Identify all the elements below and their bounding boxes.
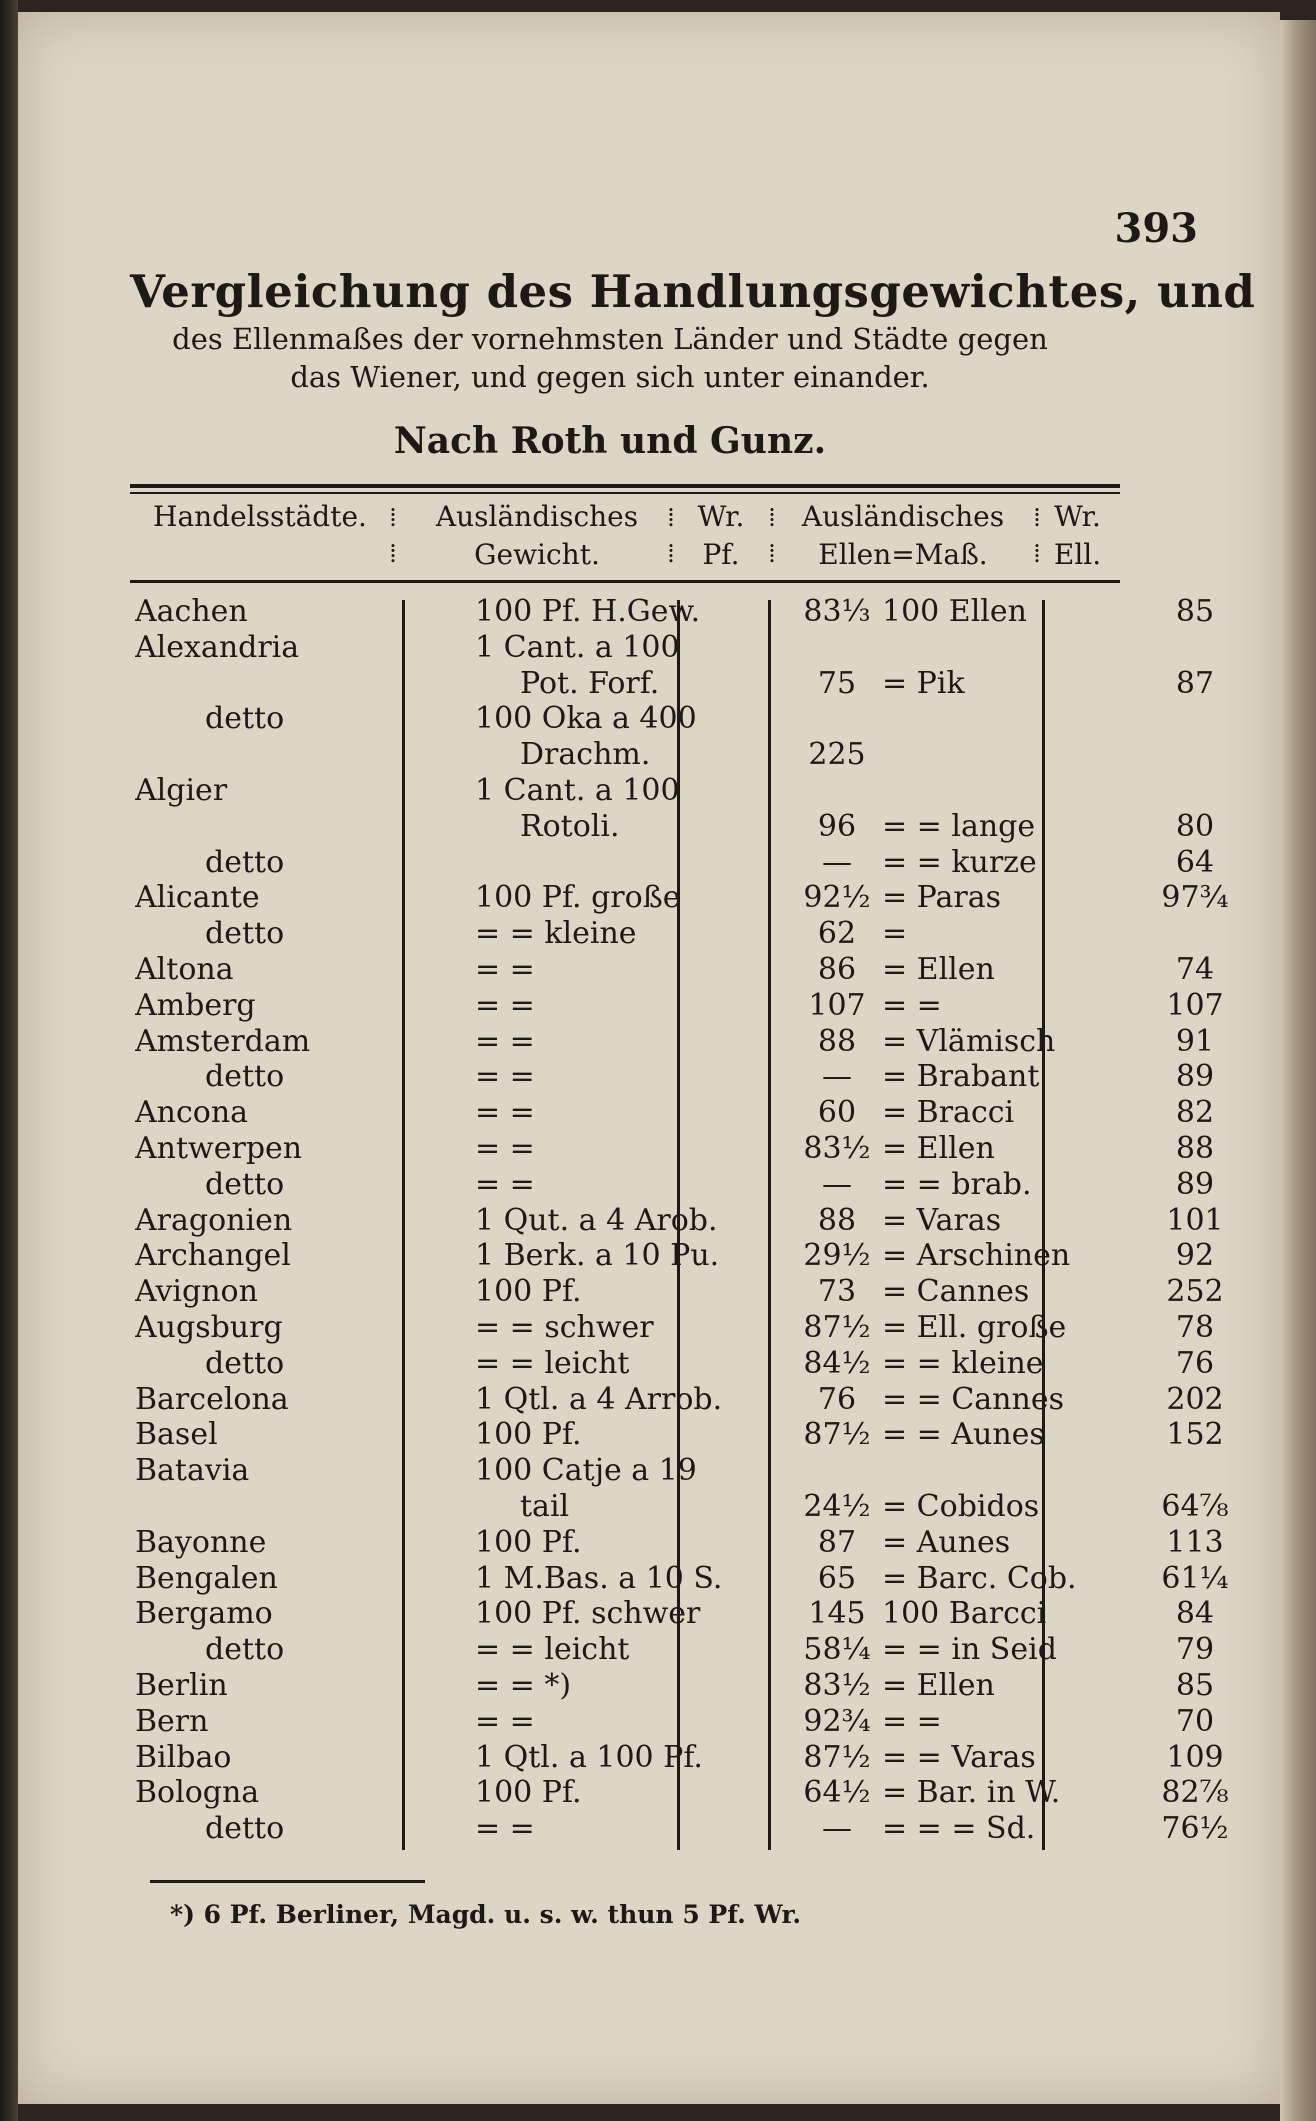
wr-ell-cell: 64⅞	[1161, 1488, 1229, 1524]
wr-pf-cell: 73	[817, 1274, 857, 1310]
wr-pf-cell: 58¼	[803, 1632, 871, 1668]
table-row	[135, 1740, 1238, 1776]
wr-ell-cell: 109	[1166, 1739, 1224, 1775]
ell-cell: = Ellen	[882, 1130, 995, 1166]
page-number: 393	[1114, 205, 1198, 252]
wr-pf-cell: 96	[817, 808, 857, 844]
wr-ell-cell: 80	[1175, 808, 1215, 844]
wr-pf-cell	[792, 1453, 882, 1489]
weight-cell: 100 Oka a 400	[475, 701, 697, 737]
wr-ell-cell: 74	[1175, 951, 1215, 987]
city-cell: Bayonne	[135, 1524, 267, 1560]
weight-cell: = =	[475, 1703, 535, 1739]
wr-ell-cell: 107	[1166, 987, 1224, 1023]
city-cell: Ancona	[135, 1095, 249, 1131]
weight-cell: 1 Qut. a 4 Arob.	[475, 1202, 718, 1238]
city-cell: Amberg	[135, 987, 256, 1023]
ell-cell: = Bracci	[882, 1095, 1015, 1131]
weight-cell: tail	[520, 1488, 570, 1524]
ell-cell: = Bar. in W.	[882, 1775, 1061, 1811]
header-wr-ell: Wr. Ell.	[1053, 500, 1102, 571]
weight-cell: 100 Pf.	[475, 1417, 582, 1453]
city-cell: Aachen	[135, 594, 248, 629]
wr-pf-cell: 29½	[803, 1238, 871, 1274]
city-cell: Bern	[135, 1703, 209, 1739]
ell-cell: = Cannes	[882, 1274, 1030, 1310]
wr-pf-cell: 145	[808, 1596, 866, 1632]
weight-cell: = =	[475, 1811, 535, 1847]
city-cell: Amsterdam	[135, 1023, 311, 1059]
weight-cell: = =	[475, 1166, 535, 1202]
header-brace: ⁞ ⁞	[389, 503, 397, 569]
ell-cell	[882, 737, 1152, 773]
wr-ell-cell: 82	[1175, 1095, 1215, 1131]
table-row	[135, 1095, 1238, 1131]
city-cell: Bengalen	[135, 1560, 278, 1596]
wr-ell-cell: 84	[1175, 1596, 1215, 1632]
wr-pf-cell: 76	[817, 1381, 857, 1417]
city-cell: Aragonien	[135, 1202, 293, 1238]
table-row	[135, 1203, 1238, 1239]
ell-cell: = Vlämisch	[882, 1023, 1056, 1059]
city-cell: Bergamo	[135, 1596, 273, 1632]
city-cell: Basel	[135, 1417, 218, 1453]
city-cell: Avignon	[135, 1274, 258, 1310]
ell-cell: = Varas	[882, 1202, 1002, 1238]
city-cell: Barcelona	[135, 1381, 289, 1417]
table-row	[135, 1453, 1238, 1489]
footnote-rule	[150, 1880, 425, 1883]
ell-cell: = = lange	[882, 808, 1036, 844]
weight-cell: 100 Pf. schwer	[475, 1596, 701, 1632]
table-row	[135, 1632, 1238, 1668]
weight-cell: 1 Cant. a 100	[475, 629, 680, 665]
table-row	[135, 1596, 1238, 1632]
page-edge	[1280, 20, 1316, 2121]
header-brace: ⁞ ⁞	[768, 503, 776, 569]
table-row	[135, 1811, 1238, 1847]
page-title: Vergleichung des Handlungsgewichtes, und	[130, 265, 1256, 318]
table-row	[135, 952, 1238, 988]
wr-ell-cell: 76	[1175, 1345, 1215, 1381]
wr-pf-cell: 83½	[803, 1667, 871, 1703]
ell-cell: 100 Ellen	[882, 594, 1027, 629]
wr-ell-cell: 76½	[1161, 1811, 1229, 1847]
ell-cell: = = = Sd.	[882, 1811, 1036, 1847]
footnote: *) 6 Pf. Berliner, Magd. u. s. w. thun 5 Pf. Wr.	[170, 1900, 802, 1929]
wr-pf-cell: 225	[808, 737, 866, 773]
city-cell: detto	[205, 1632, 285, 1668]
ell-cell	[882, 1453, 1152, 1489]
book-gutter	[0, 0, 18, 2121]
wr-pf-cell: 60	[817, 1095, 857, 1131]
city-cell: Alicante	[135, 880, 260, 916]
wr-ell-cell: 97¾	[1161, 880, 1229, 916]
wr-pf-cell: 87½	[803, 1417, 871, 1453]
wr-ell-cell: 82⅞	[1161, 1775, 1229, 1811]
ell-cell: 100 Barcci	[882, 1596, 1047, 1632]
wr-ell-cell: 78	[1175, 1309, 1215, 1345]
city-cell: Bilbao	[135, 1739, 232, 1775]
ell-cell	[882, 630, 1152, 666]
weight-cell: Pot. Forf.	[520, 665, 660, 701]
wr-pf-cell: 88	[817, 1202, 857, 1238]
table-row	[135, 594, 1238, 630]
city-cell	[135, 1489, 475, 1525]
weight-cell: = =	[475, 1095, 535, 1131]
ell-cell: = Aunes	[882, 1524, 1011, 1560]
city-cell: Augsburg	[135, 1309, 283, 1345]
weight-cell: 100 Catje a 19	[475, 1453, 697, 1489]
weight-cell: 100 Pf.	[475, 1274, 582, 1310]
header-wr-pf: Wr. Pf.	[697, 500, 745, 571]
city-cell: detto	[205, 1059, 285, 1095]
weight-cell: 1 Qtl. a 100 Pf.	[475, 1739, 703, 1775]
table-row	[135, 666, 1238, 702]
wr-ell-cell: 61¼	[1161, 1560, 1229, 1596]
table-row	[135, 1024, 1238, 1060]
header-cities: Handelsstädte.	[153, 500, 367, 533]
wr-ell-cell	[1152, 916, 1238, 952]
source-line: Nach Roth und Gunz.	[393, 420, 827, 462]
header-brace: ⁞ ⁞	[667, 503, 675, 569]
table-row	[135, 1346, 1238, 1382]
city-cell: Bologna	[135, 1775, 260, 1811]
city-cell: Algier	[135, 772, 228, 808]
weight-cell: 100 Pf.	[475, 1775, 582, 1811]
table-row	[135, 1167, 1238, 1203]
table-row	[135, 773, 1238, 809]
weight-cell: 1 Qtl. a 4 Arrob.	[475, 1381, 723, 1417]
weight-cell: 100 Pf.	[475, 1524, 582, 1560]
wr-pf-cell: 86	[817, 951, 857, 987]
city-cell: detto	[205, 1166, 285, 1202]
header-brace: ⁞ ⁞	[1033, 503, 1041, 569]
ell-cell: = = brab.	[882, 1166, 1032, 1202]
table-row	[135, 988, 1238, 1024]
ell-cell	[882, 701, 1152, 737]
subtitle-line-1: des Ellenmaßes der vornehmsten Länder und Städte gegen	[172, 322, 1048, 356]
table-row	[135, 1489, 1238, 1525]
city-cell	[135, 809, 475, 845]
wr-ell-cell: 64	[1175, 844, 1215, 880]
weight-cell: 1 M.Bas. a 10 S.	[475, 1560, 723, 1596]
ell-cell: = Barc. Cob.	[882, 1560, 1077, 1596]
wr-ell-cell	[1152, 1453, 1238, 1489]
ell-cell: = = Aunes	[882, 1417, 1045, 1453]
weight-cell: = =	[475, 987, 535, 1023]
weight-cell: = = kleine	[475, 916, 637, 952]
weight-cell: = = leicht	[475, 1345, 630, 1381]
wr-ell-cell: 152	[1166, 1417, 1224, 1453]
weight-cell: = = leicht	[475, 1632, 630, 1668]
table-row	[135, 737, 1238, 773]
table-row	[135, 1310, 1238, 1346]
wr-ell-cell: 113	[1166, 1524, 1224, 1560]
table-row	[135, 916, 1238, 952]
wr-pf-cell: 24½	[803, 1488, 871, 1524]
header-weight: Ausländisches Gewicht.	[435, 500, 639, 571]
wr-ell-cell	[1152, 773, 1238, 809]
city-cell: Antwerpen	[135, 1130, 303, 1166]
comparison-table	[135, 594, 1238, 1847]
wr-pf-cell: 87½	[803, 1739, 871, 1775]
table-row	[135, 1561, 1238, 1597]
table-row	[135, 1704, 1238, 1740]
table-row	[135, 1238, 1238, 1274]
wr-ell-cell: 92	[1175, 1238, 1215, 1274]
table-row	[135, 1775, 1238, 1811]
ell-cell: =	[882, 916, 908, 952]
city-cell: Altona	[135, 951, 234, 987]
wr-ell-cell	[1152, 737, 1238, 773]
ell-cell: = =	[882, 987, 942, 1023]
wr-pf-cell: 107	[808, 987, 866, 1023]
wr-pf-cell: —	[822, 1166, 852, 1202]
wr-ell-cell: 85	[1175, 1667, 1215, 1703]
wr-pf-cell: 65	[817, 1560, 857, 1596]
wr-pf-cell: 88	[817, 1023, 857, 1059]
table-row	[135, 1668, 1238, 1704]
wr-pf-cell: 75	[817, 665, 857, 701]
wr-pf-cell	[792, 773, 882, 809]
weight-cell: 100 Pf. H.Gew.	[475, 594, 701, 629]
city-cell: detto	[205, 1345, 285, 1381]
wr-ell-cell: 87	[1175, 665, 1215, 701]
ell-cell: = = Varas	[882, 1739, 1036, 1775]
ell-cell: = = Cannes	[882, 1381, 1064, 1417]
ell-cell: = Cobidos	[882, 1488, 1040, 1524]
ell-cell: = Ellen	[882, 1667, 995, 1703]
wr-pf-cell	[792, 701, 882, 737]
weight-cell: 1 Cant. a 100	[475, 772, 680, 808]
ell-cell: = =	[882, 1703, 942, 1739]
wr-pf-cell: 83⅓	[803, 594, 871, 629]
wr-pf-cell: 62	[817, 916, 857, 952]
header-ell: Ausländisches Ellen=Maß.	[801, 500, 1005, 571]
wr-ell-cell: 85	[1175, 594, 1215, 629]
wr-ell-cell: 202	[1166, 1381, 1224, 1417]
weight-cell	[475, 845, 792, 881]
weight-cell: Drachm.	[520, 737, 651, 773]
table-row	[135, 880, 1238, 916]
table-row	[135, 809, 1238, 845]
ell-cell: = Arschinen	[882, 1238, 1071, 1274]
weight-cell: = =	[475, 1023, 535, 1059]
ell-cell: = = kleine	[882, 1345, 1044, 1381]
wr-ell-cell: 79	[1175, 1632, 1215, 1668]
header-rule-bottom	[130, 580, 1120, 583]
city-cell: detto	[205, 1811, 285, 1847]
city-cell: detto	[205, 916, 285, 952]
table-row	[135, 701, 1238, 737]
subtitle-line-2: das Wiener, und gegen sich unter einander.	[290, 360, 930, 394]
weight-cell: = =	[475, 1059, 535, 1095]
city-cell: Alexandria	[135, 629, 300, 665]
table-row	[135, 630, 1238, 666]
table-row	[135, 1059, 1238, 1095]
wr-pf-cell: 92½	[803, 880, 871, 916]
wr-ell-cell: 91	[1175, 1023, 1215, 1059]
ell-cell: = = in Seid	[882, 1632, 1057, 1668]
weight-cell: = =	[475, 1130, 535, 1166]
weight-cell: Rotoli.	[520, 808, 620, 844]
city-cell: Batavia	[135, 1453, 250, 1489]
wr-pf-cell: 83½	[803, 1130, 871, 1166]
wr-pf-cell: —	[822, 1811, 852, 1847]
city-cell	[135, 737, 475, 773]
wr-pf-cell: —	[822, 844, 852, 880]
city-cell	[135, 666, 475, 702]
city-cell: detto	[205, 844, 285, 880]
ell-cell: = Brabant	[882, 1059, 1040, 1095]
ell-cell: = Ellen	[882, 951, 995, 987]
wr-pf-cell: 84½	[803, 1345, 871, 1381]
wr-ell-cell: 101	[1166, 1202, 1224, 1238]
ell-cell: = = kurze	[882, 844, 1037, 880]
ell-cell: = Paras	[882, 880, 1002, 916]
city-cell: detto	[205, 701, 285, 737]
weight-cell: 100 Pf. große	[475, 880, 681, 916]
table-row	[135, 1525, 1238, 1561]
wr-ell-cell: 70	[1175, 1703, 1215, 1739]
table-row	[135, 1382, 1238, 1418]
wr-ell-cell: 88	[1175, 1130, 1215, 1166]
wr-pf-cell: —	[822, 1059, 852, 1095]
weight-cell: 1 Berk. a 10 Pu.	[475, 1238, 720, 1274]
ell-cell: = Pik	[882, 665, 965, 701]
wr-pf-cell: 92¾	[803, 1703, 871, 1739]
table-row	[135, 845, 1238, 881]
city-cell: Berlin	[135, 1667, 228, 1703]
wr-pf-cell: 64½	[803, 1775, 871, 1811]
table-row	[135, 1274, 1238, 1310]
table-row	[135, 1417, 1238, 1453]
weight-cell: = = *)	[475, 1667, 572, 1703]
wr-ell-cell: 89	[1175, 1166, 1215, 1202]
wr-ell-cell: 252	[1166, 1274, 1224, 1310]
wr-pf-cell	[792, 630, 882, 666]
table-row	[135, 1131, 1238, 1167]
wr-pf-cell: 87	[817, 1524, 857, 1560]
wr-ell-cell: 89	[1175, 1059, 1215, 1095]
ell-cell: = Ell. große	[882, 1309, 1067, 1345]
wr-ell-cell	[1152, 630, 1238, 666]
header-rule-top-thin	[130, 492, 1120, 494]
city-cell: Archangel	[135, 1238, 291, 1274]
header-rule-top	[130, 484, 1120, 488]
ell-cell	[882, 773, 1152, 809]
wr-ell-cell	[1152, 701, 1238, 737]
weight-cell: = = schwer	[475, 1309, 654, 1345]
wr-pf-cell: 87½	[803, 1309, 871, 1345]
weight-cell: = =	[475, 951, 535, 987]
